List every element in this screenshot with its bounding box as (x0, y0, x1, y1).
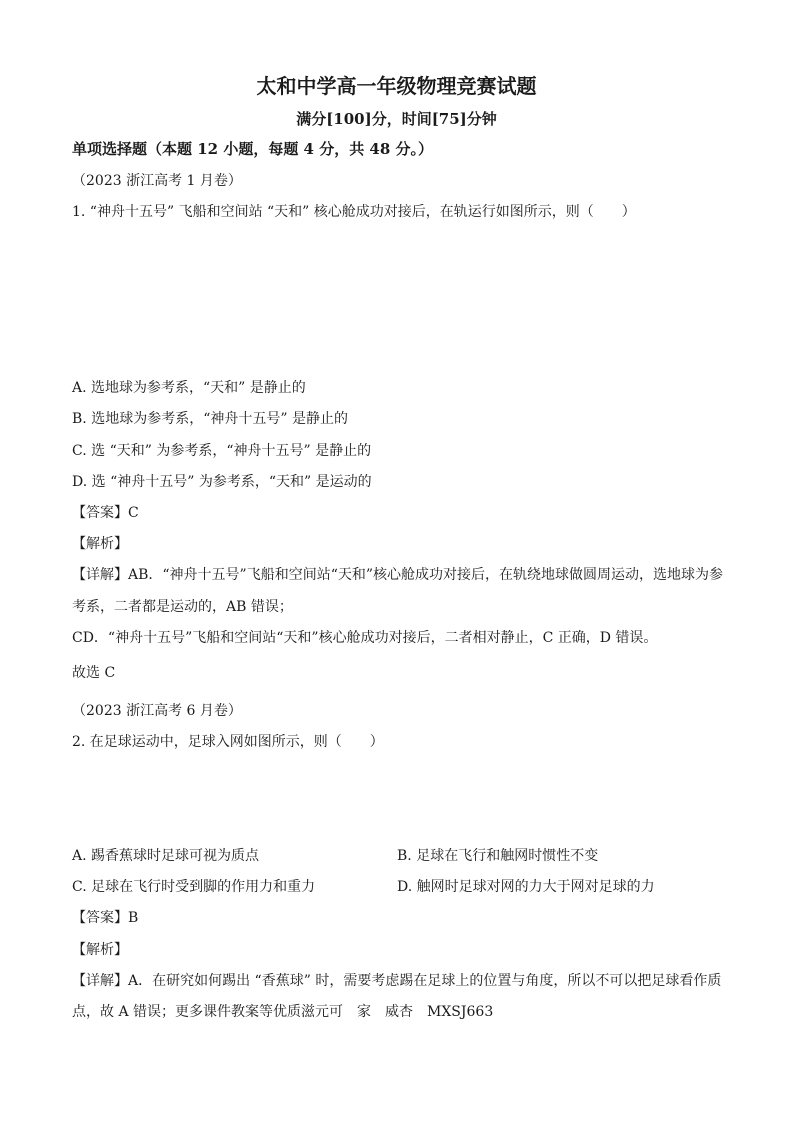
option-c: C. 足球在飞行时受到脚的作用力和重力 (72, 879, 316, 895)
analysis-label: 【解析】 (72, 536, 128, 552)
option-c: C. 选 “天和” 为参考系，“神舟十五号” 是静止的 (72, 443, 372, 459)
answer: 【答案】C (72, 505, 139, 521)
conclusion: 故选 C (72, 665, 116, 681)
option-d: D. 触网时足球对网的力大于网对足球的力 (397, 879, 655, 895)
question-source: （2023 浙江高考 6 月卷） (72, 703, 242, 719)
question-figure-placeholder (72, 758, 722, 840)
detail-line: CD．“神舟十五号”飞船和空间站“天和”核心舱成功对接后，二者相对静止，C 正确，D 错误。 (72, 630, 658, 646)
page-subtitle: 满分[100]分，时间[75]分钟 (296, 110, 497, 128)
question-source: （2023 浙江高考 1 月卷） (72, 173, 242, 189)
question-stem: 1. “神舟十五号” 飞船和空间站 “天和” 核心舱成功对接后，在轨运行如图所示，则（ ） (72, 204, 636, 220)
option-a: A. 选地球为参考系，“天和” 是静止的 (72, 380, 306, 396)
answer: 【答案】B (72, 910, 139, 926)
detail-line: 点，故 A 错误；更多课件教案等优质滋元可 家 威杏 MXSJ663 (72, 1004, 494, 1020)
detail-line: 【详解】AB．“神舟十五号”飞船和空间站“天和”核心舱成功对接后，在轨绕地球做圆周运动，选地球为参 (72, 567, 724, 583)
question-stem: 2. 在足球运动中，足球入网如图所示，则（ ） (72, 734, 384, 750)
option-d: D. 选 “神舟十五号” 为参考系，“天和” 是运动的 (72, 474, 372, 490)
option-a: A. 踢香蕉球时足球可视为质点 (72, 848, 260, 864)
detail-line: 考系，二者都是运动的，AB 错误； (72, 599, 293, 615)
analysis-label: 【解析】 (72, 942, 128, 958)
detail-line: 【详解】A．在研究如何踢出 “香蕉球” 时，需要考虑踢在足球上的位置与角度，所以不可以把足球看作质 (72, 973, 722, 989)
option-b: B. 选地球为参考系，“神舟十五号” 是静止的 (72, 411, 348, 427)
option-b: B. 足球在飞行和触网时惯性不变 (397, 848, 599, 864)
page-title: 太和中学高一年级物理竞赛试题 (256, 74, 537, 98)
question-figure-placeholder (72, 228, 722, 368)
section-heading: 单项选择题（本题 12 小题，每题 4 分，共 48 分。） (72, 140, 434, 158)
